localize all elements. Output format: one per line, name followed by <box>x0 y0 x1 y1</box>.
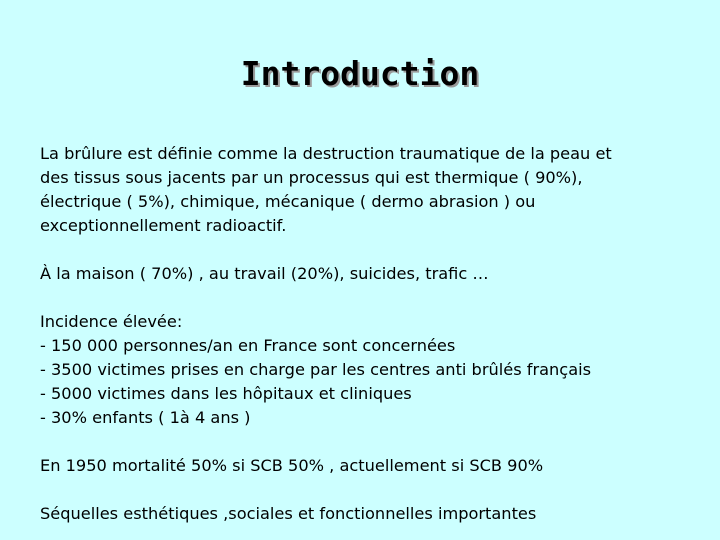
text-line: exceptionnellement radioactif. <box>40 216 287 235</box>
text-line: En 1950 mortalité 50% si SCB 50% , actuellement si SCB 90% <box>40 456 544 475</box>
text-line: À la maison ( 70%) , au travail (20%), suicides, trafic … <box>40 264 489 283</box>
paragraph-gap <box>40 286 712 310</box>
text-line: Séquelles esthétiques ,sociales et fonctionnelles importantes <box>40 504 537 523</box>
paragraph-gap <box>40 430 712 454</box>
sequelae-paragraph <box>40 502 712 526</box>
text-line: électrique ( 5%), chimique, mécanique ( dermo abrasion ) ou <box>40 192 536 211</box>
location-paragraph <box>40 262 712 286</box>
list-item: - 5000 victimes dans les hôpitaux et cliniques <box>40 384 412 403</box>
incidence-paragraph <box>40 310 712 430</box>
paragraph-gap <box>40 478 712 502</box>
list-item: - 30% enfants ( 1à 4 ans ) <box>40 408 251 427</box>
paragraph-gap <box>40 238 712 262</box>
slide-body <box>40 142 712 526</box>
text-line: Incidence élevée: <box>40 312 183 331</box>
definition-paragraph <box>40 142 712 238</box>
mortality-paragraph <box>40 454 712 478</box>
text-line: des tissus sous jacents par un processus qui est thermique ( 90%), <box>40 168 583 187</box>
list-item: - 3500 victimes prises en charge par les centres anti brûlés français <box>40 360 592 379</box>
text-line: La brûlure est définie comme la destruction traumatique de la peau et <box>40 144 612 163</box>
list-item: - 150 000 personnes/an en France sont concernées <box>40 336 456 355</box>
slide-title: Introduction <box>240 54 480 93</box>
